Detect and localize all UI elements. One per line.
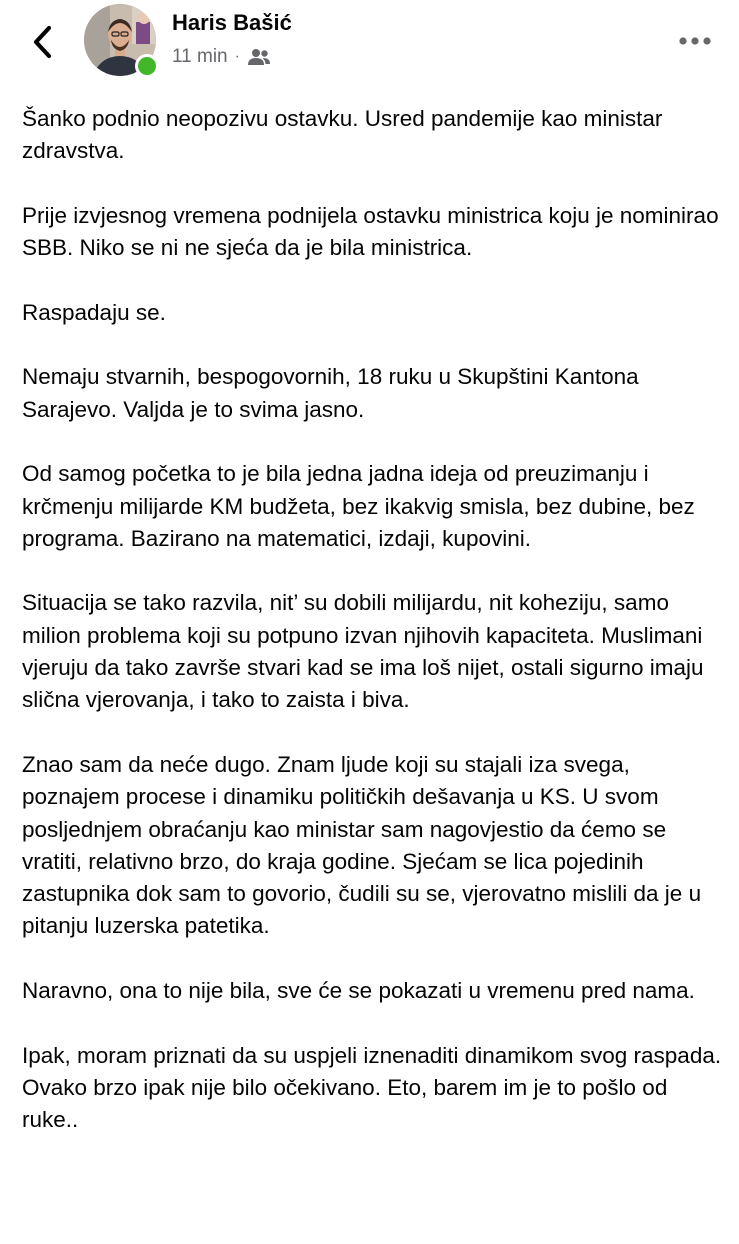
post-paragraph: Nemaju stvarnih, bespogovornih, 18 ruku u Skupštini Kantona Sarajevo. Valjda je to svima jasno. (22, 364, 639, 422)
post-paragraph: Prije izvjesnog vremena podnijela ostavku ministrica koju je nominirao SBB. Niko se ni ne sjeća da je bila ministrica. (22, 202, 719, 261)
meta-separator: · (234, 48, 240, 65)
more-options-button[interactable] (672, 26, 718, 56)
post-paragraph: Šanko podnio neopozivu ostavku. Usred pandemije kao ministar zdravstva. (22, 106, 663, 164)
back-button[interactable] (22, 22, 62, 62)
post-timestamp[interactable]: 11 min (172, 46, 228, 67)
online-status-dot (135, 54, 159, 78)
post-paragraph: Ipak, moram priznati da su uspjeli iznenaditi dinamikom svog raspada. Ovako brzo ipak nije bilo očekivano. Eto, barem im je to pošlo od ruke.. (22, 1042, 722, 1133)
author-name[interactable]: Haris Bašić (172, 10, 292, 35)
friends-icon (247, 48, 271, 66)
post-meta (172, 46, 271, 68)
post-paragraph: Naravno, ona to nije bila, sve će se pokazati u vremenu pred nama. (22, 978, 695, 1004)
more-options-icon (678, 36, 712, 46)
post-header (0, 0, 739, 96)
post-paragraph: Raspadaju se. (22, 299, 166, 325)
post-paragraph: Situacija se tako razvila, nit’ su dobili milijardu, nit koheziju, samo milion problema koji su potpuno izvan njihovih kapaciteta. Muslimani vjeruju da tako završe stvari kad se ima loš nijet, ostali sigurno imaju slična vjerovanja, i tako to zaista i biva. (22, 590, 704, 713)
post-text (22, 103, 727, 1137)
post-paragraph: Znao sam da neće dugo. Znam ljude koji su stajali iza svega, poznajem procese i dinamiku političkih dešavanja u KS. U svom posljednjem obraćanju kao ministar sam nagovjestio da ćemo se vratiti, relativno brzo, do kraja godine. Sjećam se lica pojedinih zastupnika dok sam to govorio, čudili su se, vjerovatno mislili da je u pitanju luzerska patetika. (22, 751, 702, 939)
post-paragraph: Od samog početka to je bila jedna jadna ideja od preuzimanju i krčmenju milijarde KM budžeta, bez ikakvig smisla, bez dubine, bez programa. Bazirano na matematici, izdaji, kupovini. (22, 461, 695, 551)
back-chevron-icon (30, 24, 54, 60)
